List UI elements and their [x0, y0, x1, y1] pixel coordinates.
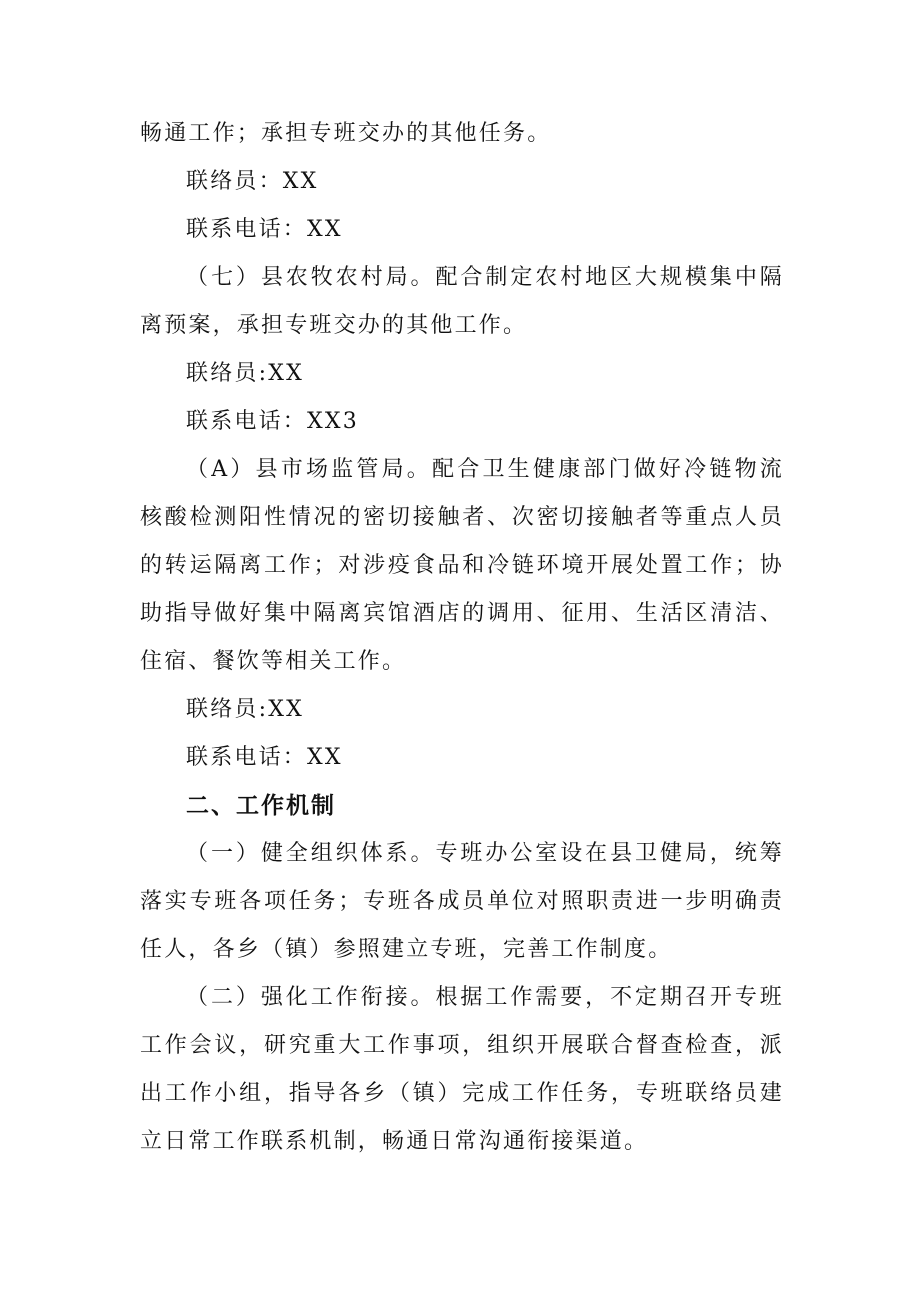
phone-label: 联系电话：XX: [186, 217, 343, 242]
document-page: [140, 110, 784, 1166]
phone-label: 联系电话：XX3: [186, 409, 359, 434]
paragraph-agriculture-bureau: （七）县农牧农村局。配合制定农村地区大规模集中隔离预案，承担专班交办的其他工作。: [140, 265, 784, 338]
paragraph-market-supervision: （A）县市场监管局。配合卫生健康部门做好冷链物流核酸检测阳性情况的密切接触者、次密切接触者等重点人员的转运隔离工作；对涉疫食品和冷链环境开展处置工作；协助指导做好集中隔离宾馆酒店的调用、征用、生活区清洁、住宿、餐饮等相关工作。: [140, 457, 784, 674]
liaison-label: 联络员:XX: [186, 361, 304, 386]
phone-label: 联系电话：XX: [186, 745, 343, 770]
liaison-label: 联络员：XX: [186, 169, 319, 194]
section-heading: 二、工作机制: [186, 793, 336, 819]
paragraph-work-coordination: （二）强化工作衔接。根据工作需要，不定期召开专班工作会议，研究重大工作事项，组织开展联合督查检查，派出工作小组，指导各乡（镇）完成工作任务，专班联络员建立日常工作联系机制，畅通日常沟通衔接渠道。: [140, 985, 784, 1154]
paragraph-organization-system: （一）健全组织体系。专班办公室设在县卫健局，统筹落实专班各项任务；专班各成员单位对照职责进一步明确责任人，各乡（镇）参照建立专班，完善工作制度。: [140, 841, 784, 962]
liaison-label: 联络员:XX: [186, 697, 304, 722]
paragraph-continuation: 畅通工作；承担专班交办的其他任务。: [140, 121, 552, 146]
